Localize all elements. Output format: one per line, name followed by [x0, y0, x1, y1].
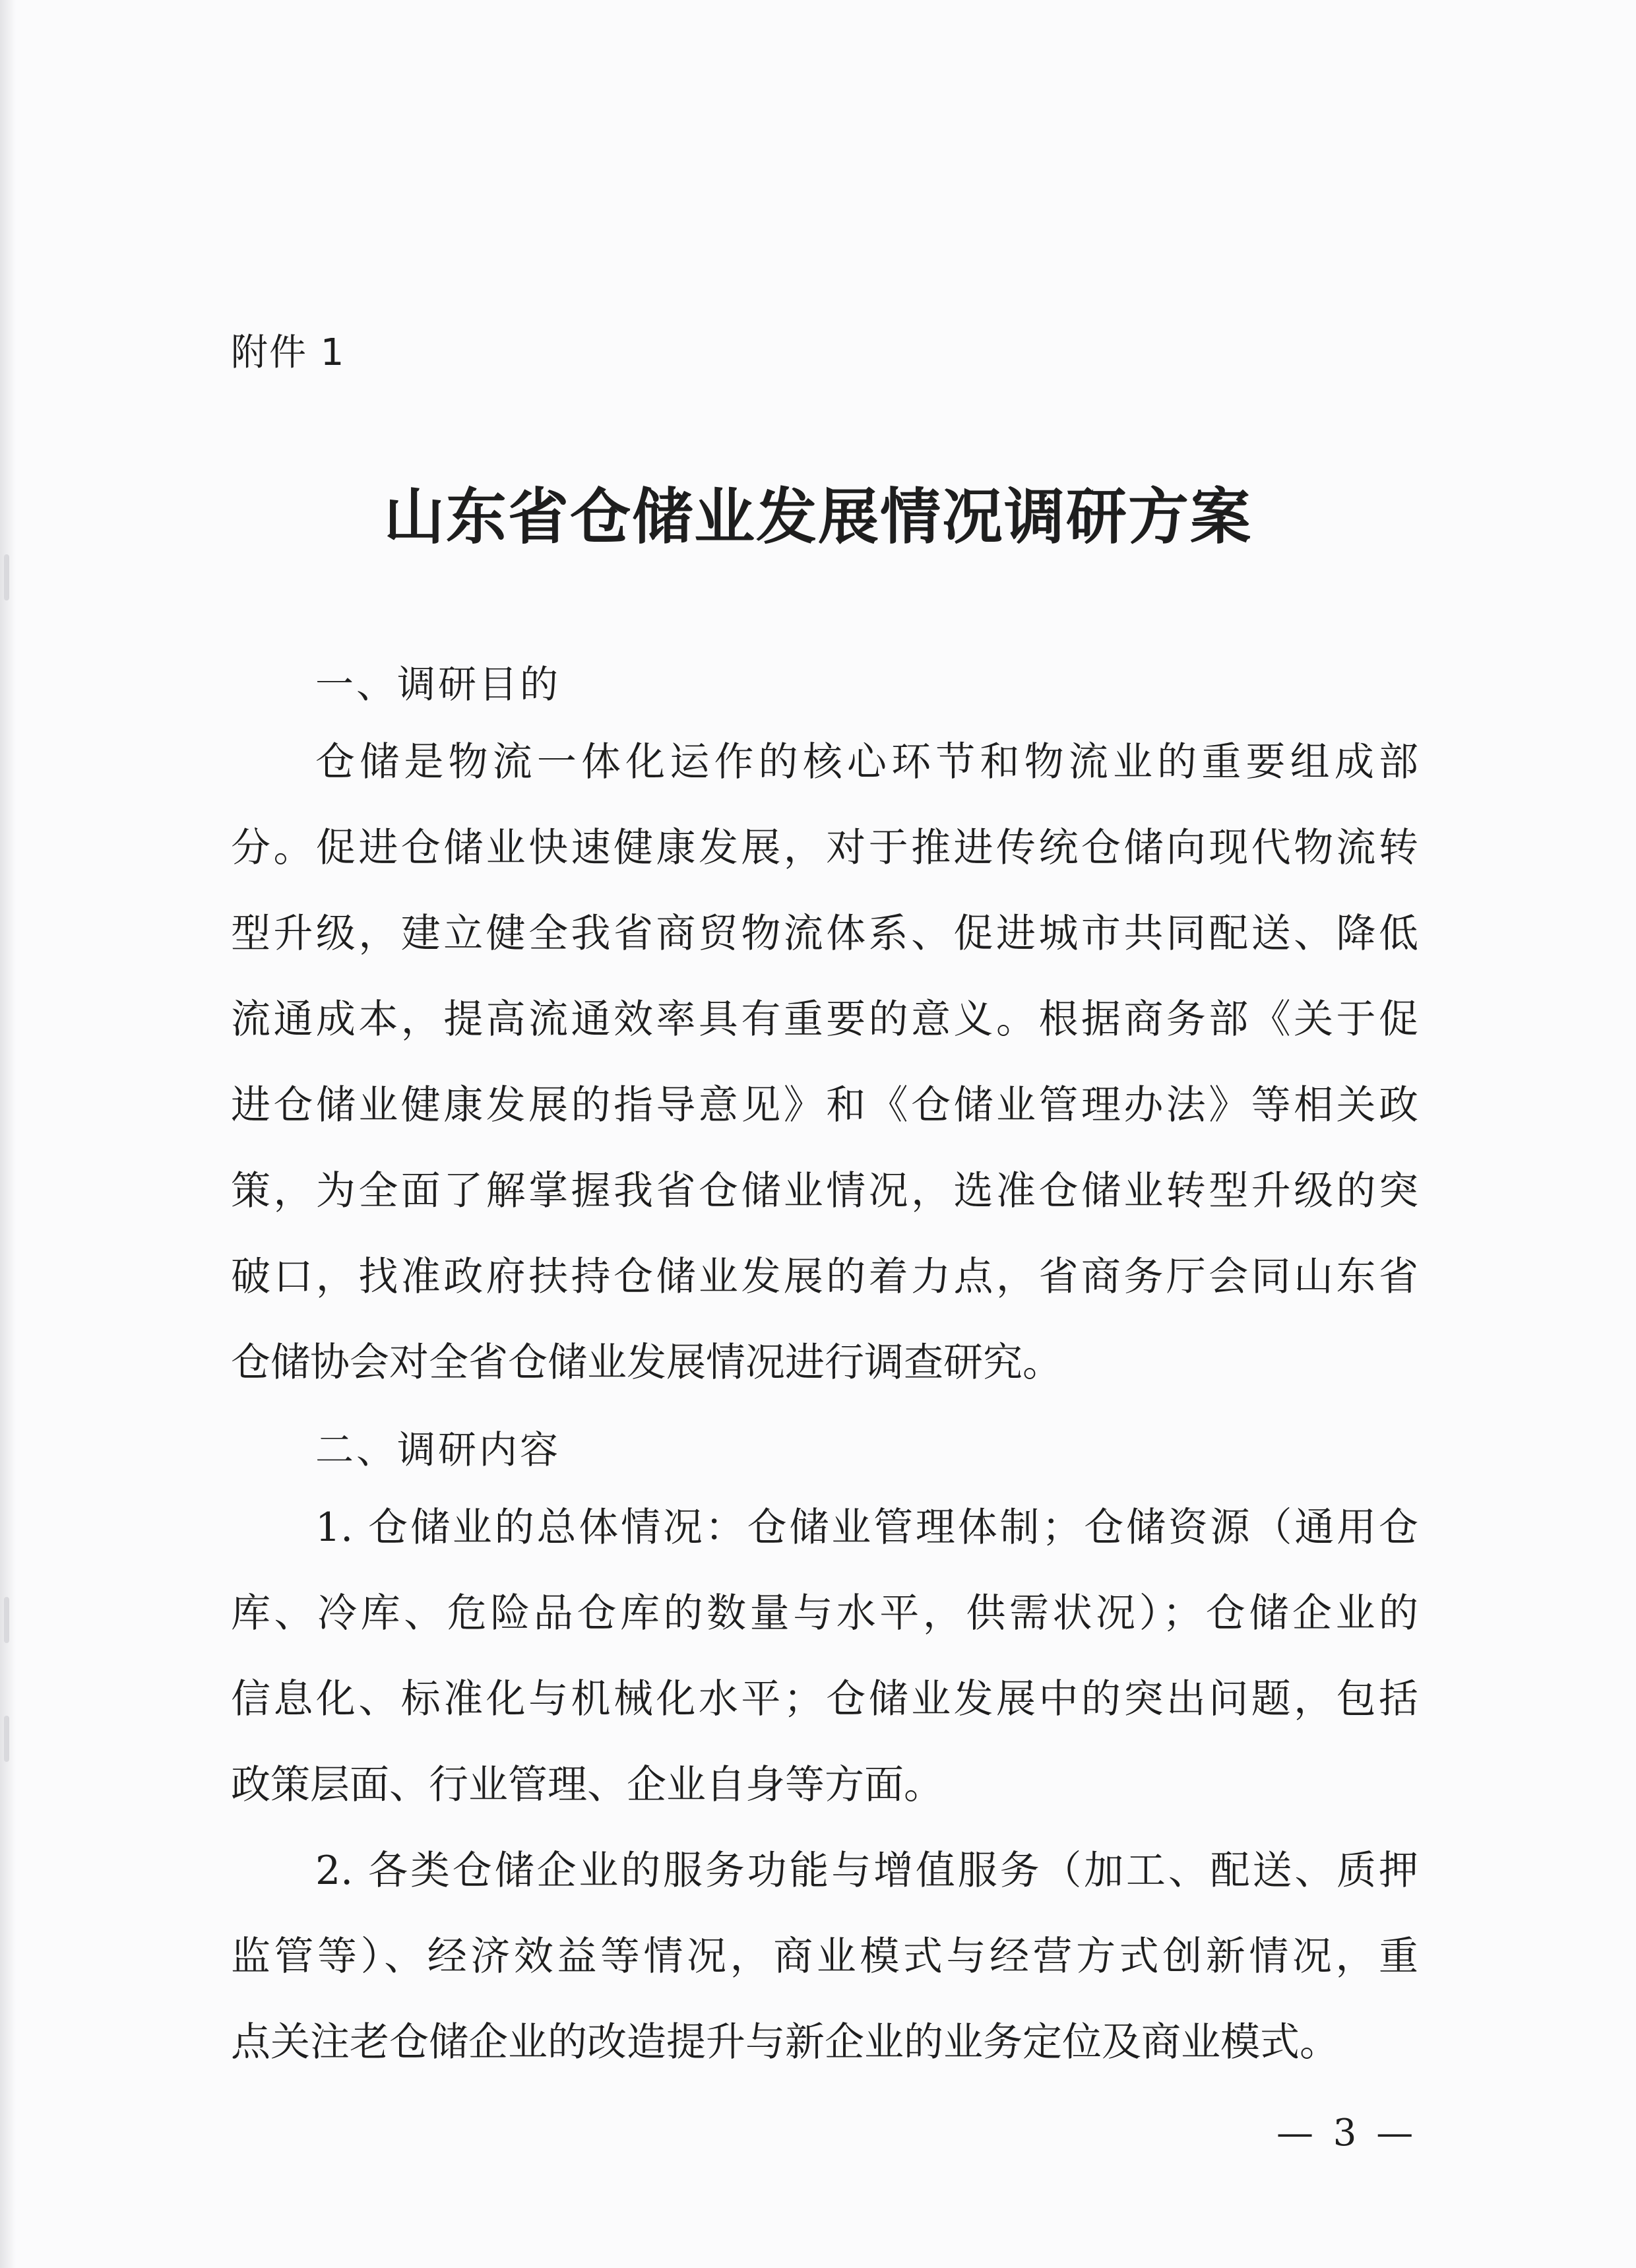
body-line: 策，为全面了解掌握我省仓储业情况，选准仓储业转型升级的突 [231, 1168, 1418, 1214]
body-line: 2. 各类仓储企业的服务功能与增值服务（加工、配送、质押 [315, 1848, 1418, 1894]
scan-edge-shadow [0, 0, 16, 2268]
body-line: 监管等）、经济效益等情况，商业模式与经营方式创新情况，重 [231, 1933, 1418, 1980]
body-line: 库、冷库、危险品仓库的数量与水平，供需状况）；仓储企业的 [231, 1590, 1418, 1636]
body-line: 1. 仓储业的总体情况：仓储业管理体制；仓储资源（通用仓 [315, 1505, 1418, 1551]
binding-mark [4, 554, 9, 600]
body-line: 分。促进仓储业快速健康发展，对于推进传统仓储向现代物流转 [231, 825, 1418, 871]
body-line: 型升级，建立健全我省商贸物流体系、促进城市共同配送、降低 [231, 911, 1418, 957]
section-heading-content: 二、调研内容 [315, 1427, 561, 1472]
body-line: 进仓储业健康发展的指导意见》和《仓储业管理办法》等相关政 [231, 1082, 1418, 1128]
page-number: — 3 — [1276, 2112, 1418, 2155]
body-line: 流通成本，提高流通效率具有重要的意义。根据商务部《关于促 [231, 996, 1418, 1043]
body-line: 政策层面、行业管理、企业自身等方面。 [231, 1762, 943, 1808]
attachment-label: 附件 1 [231, 331, 346, 374]
binding-mark [4, 1597, 9, 1643]
body-line: 点关注老仓储企业的改造提升与新企业的业务定位及商业模式。 [231, 2019, 1339, 2065]
binding-mark [4, 1716, 9, 1762]
section-heading-purpose: 一、调研目的 [315, 662, 561, 707]
document-title: 山东省仓储业发展情况调研方案 [383, 481, 1252, 552]
body-line: 仓储是物流一体化运作的核心环节和物流业的重要组成部 [315, 739, 1418, 785]
body-line: 信息化、标准化与机械化水平；仓储业发展中的突出问题，包括 [231, 1676, 1418, 1722]
body-line: 破口，找准政府扶持仓储业发展的着力点，省商务厅会同山东省 [231, 1254, 1418, 1300]
body-line: 仓储协会对全省仓储业发展情况进行调查研究。 [231, 1340, 1062, 1386]
